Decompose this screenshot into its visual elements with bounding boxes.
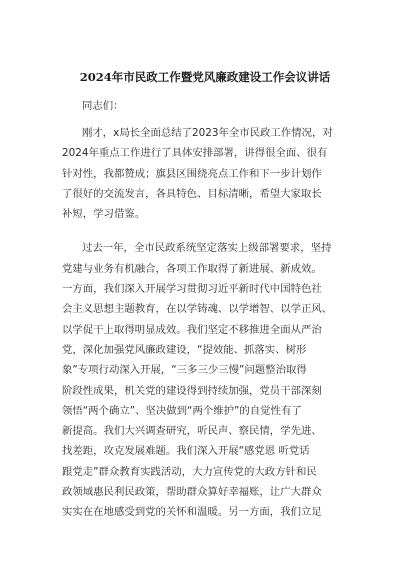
paragraph-line: 实实在在地感受到党的关怀和温暖。另一方面，我们立足 xyxy=(62,506,322,519)
paragraph-line: 以学促干上取得明显成效。我们坚定不移推进全面从严治 xyxy=(62,323,322,336)
paragraph-line: 党建与业务有机融合，各项工作取得了新进展、新成效。 xyxy=(62,262,322,275)
paragraph-line: 会主义思想主题教育，在以学铸魂、以学增智、以学正风、 xyxy=(62,303,333,316)
greeting: 同志们： xyxy=(82,100,124,112)
paragraph-line: 象”专项行动深入开展，“三多三少三慢”问题整治取得 xyxy=(62,364,307,377)
paragraph-line: 2024年重点工作进行了具体安排部署，讲得很全面、很有 xyxy=(62,147,328,160)
document-body xyxy=(62,96,346,523)
paragraph-line: 一方面，我们深入开展学习贯彻习近平新时代中国特色社 xyxy=(62,283,322,296)
paragraph-line: 补短，学习借鉴。 xyxy=(62,208,146,221)
paragraph-line: 找差距，攻克发展难题。我们深入开展“感党恩 听党话 xyxy=(62,445,310,458)
paragraph xyxy=(62,238,346,522)
paragraph-line: 阶段性成果，机关党的建设得到持续加强，党员干部深刻 xyxy=(62,384,322,397)
paragraph-line: 刚才，x局长全面总结了2023年全市民政工作情况，对 xyxy=(82,127,333,139)
paragraph-spacer xyxy=(62,224,346,231)
paragraph-line: 新提高。我们大兴调查研究，听民声、察民情，学先进、 xyxy=(62,425,322,438)
paragraph-line: 了很好的交流发言，各具特色、目标清晰，希望大家取长 xyxy=(62,187,322,200)
paragraph-line: 过去一年，全市民政系统坚定落实上级部署要求，坚持 xyxy=(82,242,332,255)
paragraph-line: 领悟“两个确立”、坚决做到“两个维护”的自觉性有了 xyxy=(62,404,302,417)
paragraph-line: 针对性，我都赞成；旗县区围绕亮点工作和下一步计划作 xyxy=(62,167,322,180)
paragraph xyxy=(62,123,346,224)
paragraph-line: 党，深化加强党风廉政建设，“提效能、抓落实、树形 xyxy=(62,343,307,356)
paragraph-line: 政领域惠民利民政策，帮助群众算好幸福账，让广大群众 xyxy=(62,486,322,499)
paragraph-line: 跟党走”群众教育实践活动，大力宣传党的大政方针和民 xyxy=(62,465,317,478)
document-title: 2024年市民政工作暨党风廉政建设工作会议讲话 xyxy=(79,70,331,84)
